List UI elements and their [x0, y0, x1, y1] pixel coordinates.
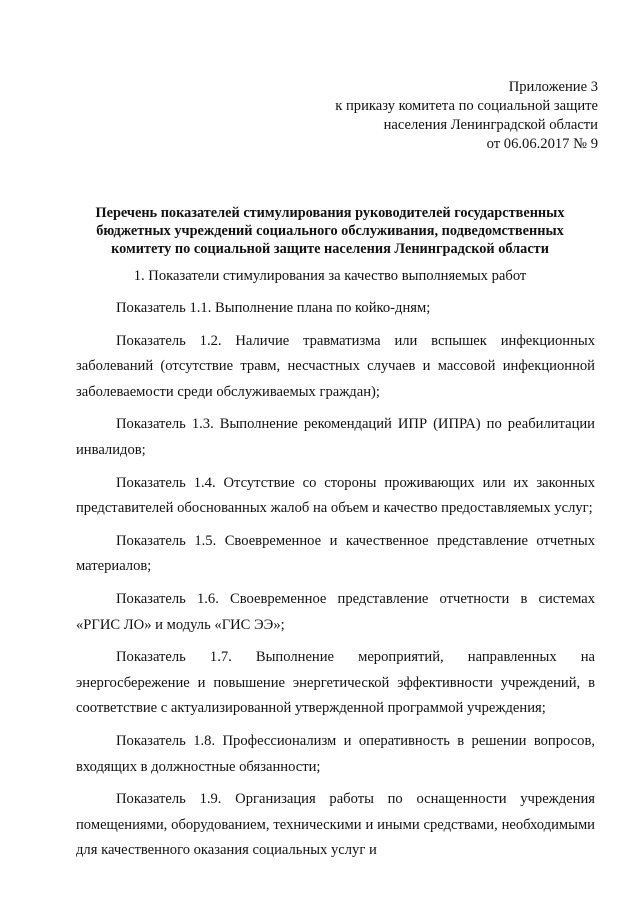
- document-body: [76, 296, 595, 871]
- paragraph: Показатель 1.2. Наличие травматизма или вспышек инфекционных заболеваний (отсутствие травм, несчастных случаев и массовой инфекционной заболеваемости среди обслуживаемых граждан);: [76, 332, 595, 400]
- appendix-order-ref: к приказу комитета по социальной защите: [335, 98, 598, 114]
- paragraph: Показатель 1.5. Своевременное и качественное представление отчетных материалов;: [76, 532, 595, 575]
- appendix-region: населения Ленинградской области: [383, 117, 598, 133]
- document-title: Перечень показателей стимулирования руководителей государственных бюджетных учреждений социального обслуживания, подведомственных комитету по социальной защите населения Ленинградской области: [95, 205, 565, 257]
- paragraph: Показатель 1.8. Профессионализм и оперативность в решении вопросов, входящих в должностные обязанности;: [76, 732, 595, 775]
- appendix-number: Приложение 3: [508, 79, 598, 95]
- paragraph: Показатель 1.3. Выполнение рекомендаций ИПР (ИПРА) по реабилитации инвалидов;: [76, 416, 595, 458]
- paragraph: Показатель 1.6. Своевременное представление отчетности в системах «РГИС ЛО» и модуль «ГИС ЭЭ»;: [76, 590, 595, 633]
- appendix-header: [335, 78, 598, 154]
- paragraph: Показатель 1.4. Отсутствие со стороны проживающих или их законных представителей обоснованных жалоб на объем и качество предоставляемых услуг;: [76, 474, 595, 517]
- appendix-date: от 06.06.2017 № 9: [486, 136, 598, 152]
- paragraph: Показатель 1.7. Выполнение мероприятий, направленных на энергосбережение и повышение энергетической эффективности учреждений, в соответствие с актуализированной утвержденной программой учреждения;: [76, 649, 595, 717]
- section-title: 1. Показатели стимулирования за качество выполняемых работ: [133, 268, 527, 284]
- paragraph: Показатель 1.1. Выполнение плана по койко-дням;: [116, 300, 431, 316]
- paragraph: Показатель 1.9. Организация работы по оснащенности учреждения помещениями, оборудованием, техническими и иными средствами, необходимыми для качественного оказания социальных услуг и: [76, 791, 595, 859]
